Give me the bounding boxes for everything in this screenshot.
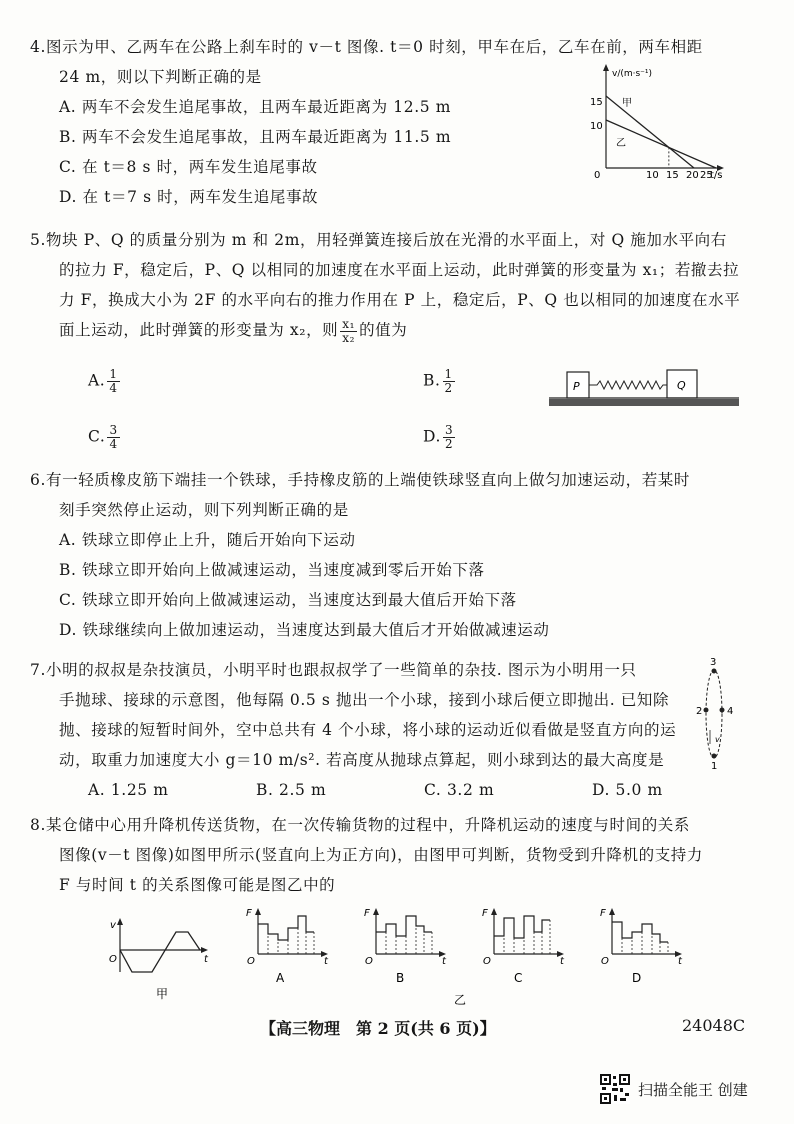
q7-num-2: 2 <box>696 706 703 717</box>
q5-line4-pre: 面上运动，此时弹簧的形变量为 x₂，则 <box>59 321 339 339</box>
q8-a-t: t <box>324 956 328 967</box>
q8-jia-curve <box>120 932 200 972</box>
q5-label-q: Q <box>677 379 686 392</box>
q7-option-d: D. 5.0 m <box>592 781 663 799</box>
q4-ytick-10: 10 <box>590 121 603 132</box>
q8-d-steps <box>612 922 668 942</box>
q8-graphs <box>104 902 684 1008</box>
q5-spring <box>589 381 667 389</box>
q8-line3: F 与时间 t 的关系图像可能是图乙中的 <box>59 876 336 894</box>
q8-b-label: B <box>396 971 405 985</box>
q8-b-dashes <box>386 916 432 954</box>
q7-juggling-figure <box>690 652 740 772</box>
q4-vt-graph <box>588 62 728 187</box>
q5-line3: 力 F，换成大小为 2F 的水平向右的推力作用在 P 上，稳定后，P、Q 也以相同的加速度在水平 <box>59 291 741 309</box>
q8-c-steps <box>494 916 550 938</box>
q4-ylabel: v/(m·s⁻¹) <box>612 69 653 79</box>
q7-num-3: 3 <box>710 657 717 668</box>
q5-label-p: P <box>573 380 580 393</box>
q7-ball-4 <box>720 708 725 713</box>
q8-yi-label: 乙 <box>454 993 467 1007</box>
q8-c-o: O <box>483 956 491 967</box>
q8-graph-jia <box>109 918 209 1001</box>
q4-option-b: B. 两车不会发生追尾事故，且两车最近距离为 11.5 m <box>59 128 452 146</box>
question-7 <box>30 655 676 775</box>
q5-option-b: B. $\frac{1}{2}$ <box>423 367 453 395</box>
q7-line4: 动，取重力加速度大小 g＝10 m/s². 若高度从抛球点算起，则小球到达的最大高度是 <box>59 751 665 769</box>
q5-ratio-num: x₁ <box>342 316 356 331</box>
q8-jia-v: v <box>110 920 116 931</box>
q7-line3: 抛、接球的短暂时间外，空中总共有 4 个小球，将小球的运动近似看做是竖直方向的运 <box>59 721 677 739</box>
q5-line4 <box>30 315 740 345</box>
q4-label-jia: 甲 <box>622 98 632 109</box>
q8-d-label: D <box>632 971 642 985</box>
q4-line-jia <box>606 96 694 168</box>
q7-option-b: B. 2.5 m <box>256 781 327 799</box>
q8-jia-o: O <box>109 954 117 965</box>
question-8 <box>30 810 703 900</box>
q8-c-f: F <box>482 908 488 919</box>
q8-d-f: F <box>600 908 606 919</box>
q8-c-dashes <box>504 916 550 954</box>
q8-line1: 8.某仓储中心用升降机传送货物，在一次传输货物的过程中，升降机运动的速度与时间的关系 <box>30 816 690 834</box>
q8-line2: 图像(v－t 图像)如图甲所示(竖直向上为正方向)，由图甲可判断，货物受到升降机的支持力 <box>59 846 704 864</box>
q8-d-t: t <box>678 956 682 967</box>
q4-stem-line2: 24 m，则以下判断正确的是 <box>59 68 262 86</box>
q4-xtick-15: 15 <box>666 170 679 181</box>
q4-xtick-25: 25 <box>700 170 713 181</box>
q5-ratio-fraction <box>340 318 357 345</box>
q6-option-c: C. 铁球立即开始向上做减速运动，当速度达到最大值后开始下落 <box>59 591 517 609</box>
q6-option-b: B. 铁球立即开始向上做减速运动，当速度减到零后开始下落 <box>59 561 485 579</box>
q7-option-c: C. 3.2 m <box>424 781 495 799</box>
question-6 <box>30 465 690 645</box>
q5-ratio-den: x₂ <box>342 330 356 345</box>
q5-ground-hatch <box>549 399 739 406</box>
scanner-badge <box>600 1074 748 1104</box>
q8-c-label: C <box>514 971 523 985</box>
q8-graph-a <box>246 908 329 985</box>
q7-num-4: 4 <box>727 706 734 717</box>
q8-b-f: F <box>364 908 370 919</box>
q7-options <box>88 775 708 805</box>
q7-ball-1 <box>712 754 717 759</box>
q4-option-a: A. 两车不会发生追尾事故，且两车最近距离为 12.5 m <box>59 98 452 116</box>
q8-c-t: t <box>560 956 564 967</box>
q4-stem-line1: 4.图示为甲、乙两车在公路上刹车时的 v－t 图像. t＝0 时刻，甲车在后，乙车在前，两车相距 <box>30 38 703 56</box>
q8-b-o: O <box>365 956 373 967</box>
question-5 <box>30 225 740 345</box>
q8-a-f: F <box>246 908 252 919</box>
q8-graph-b <box>364 908 447 985</box>
q7-path-ellipse <box>706 670 722 758</box>
q7-line1: 7.小明的叔叔是杂技演员，小明平时也跟叔叔学了一些简单的杂技. 图示为小明用一只 <box>30 661 637 679</box>
q4-ytick-15: 15 <box>590 97 603 108</box>
q5-line1: 5.物块 P、Q 的质量分别为 m 和 2m，用轻弹簧连接后放在光滑的水平面上，对 Q 施加水平向右 <box>30 231 727 249</box>
q8-graph-d <box>600 908 683 985</box>
q4-xlabel: t/s <box>710 170 723 181</box>
q7-ball-2 <box>704 708 709 713</box>
q5-option-d: D. $\frac{3}{2}$ <box>423 423 454 451</box>
q8-a-dashes <box>268 916 314 954</box>
q4-y-arrow <box>603 64 609 71</box>
q7-option-a: A. 1.25 m <box>88 781 169 799</box>
q7-line2: 手抛球、接球的示意图，他每隔 0.5 s 抛出一个小球，接到小球后便立即抛出. 已知除 <box>59 691 670 709</box>
q8-a-label: A <box>276 971 285 985</box>
q5-option-c: C. $\frac{3}{4}$ <box>88 423 118 451</box>
q4-option-d: D. 在 t＝7 s 时，两车发生追尾事故 <box>59 188 319 206</box>
q8-jia-label: 甲 <box>156 987 169 1001</box>
q8-b-t: t <box>442 956 446 967</box>
qr-code-icon <box>600 1074 630 1104</box>
q7-num-1: 1 <box>711 761 718 772</box>
q6-option-a: A. 铁球立即停止上升，随后开始向下运动 <box>59 531 356 549</box>
q8-jia-t: t <box>204 954 208 965</box>
q7-ball-3 <box>712 669 717 674</box>
footer-center: 【高三物理 第 2 页(共 6 页)】 <box>260 1019 496 1038</box>
q5-line2: 的拉力 F，稳定后，P、Q 以相同的加速度在水平面上运动，此时弹簧的形变量为 x₁；若撤去拉 <box>59 261 740 279</box>
q5-line4-post: 的值为 <box>359 321 408 339</box>
q8-a-o: O <box>247 956 255 967</box>
q6-option-d: D. 铁球继续向上做加速运动，当速度达到最大值后才开始做减速运动 <box>59 621 550 639</box>
q4-option-c: C. 在 t＝8 s 时，两车发生追尾事故 <box>59 158 318 176</box>
q4-xtick-20: 20 <box>686 170 699 181</box>
q8-d-o: O <box>601 956 609 967</box>
q4-label-yi: 乙 <box>616 138 626 149</box>
q4-xtick-10: 10 <box>646 170 659 181</box>
q6-line2: 刻手突然停止运动，则下列判断正确的是 <box>59 501 349 519</box>
q8-jia-y-arrow <box>117 918 123 925</box>
q6-line1: 6.有一轻质橡皮筋下端挂一个铁球，手持橡皮筋的上端使铁球竖直向上做匀加速运动，若某时 <box>30 471 690 489</box>
footer-code: 24048C <box>682 1016 746 1035</box>
q5-spring-figure <box>543 366 743 410</box>
q8-graph-c <box>482 908 565 985</box>
q7-velocity-label: v <box>715 735 720 744</box>
scanner-badge-text: 扫描全能王 创建 <box>638 1080 748 1099</box>
q4-origin: 0 <box>594 170 601 181</box>
q5-option-a: A. $\frac{1}{4}$ <box>88 367 118 395</box>
q8-jia-x-arrow <box>201 947 208 953</box>
